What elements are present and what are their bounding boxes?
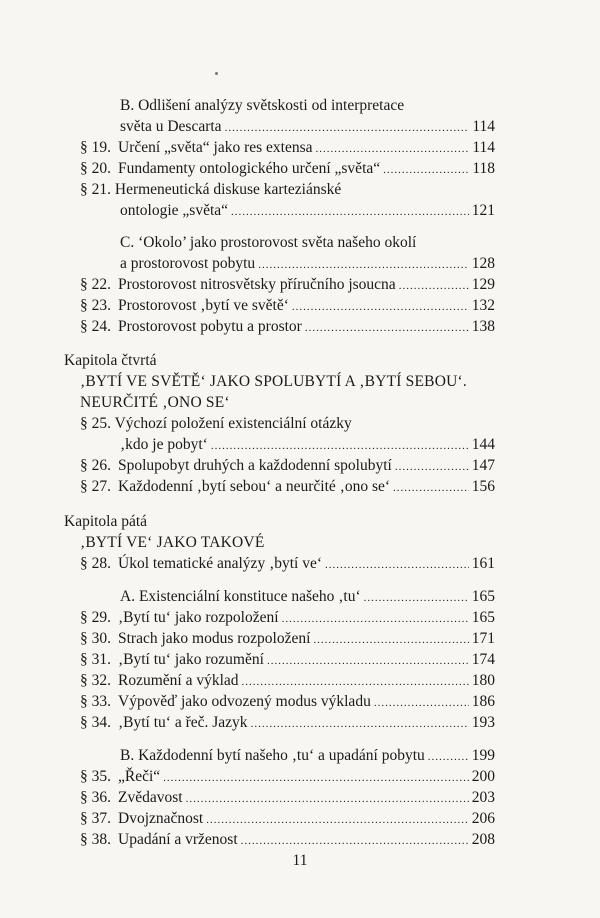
toc-entry[interactable] [80, 253, 495, 275]
dot-leader [305, 317, 469, 339]
entry-title: „Řeči“ [118, 768, 161, 785]
dot-leader [231, 201, 469, 223]
entry-title: Každodenní ‚bytí sebou‘ a neurčité ‚ono se‘ [118, 478, 391, 495]
dot-leader [206, 809, 469, 831]
toc-subheading-entry[interactable] [120, 745, 495, 767]
section-number: § 37. [80, 810, 111, 827]
entry-title: Dvojznačnost [118, 810, 204, 827]
page-number: 114 [472, 139, 495, 156]
entry-title: B. Každodenní bytí našeho ‚tu‘ a upadání pobytu [120, 747, 425, 764]
toc-entry[interactable] [80, 787, 495, 809]
dot-leader [313, 629, 468, 651]
toc-entry[interactable] [80, 455, 495, 477]
page-number: 147 [471, 457, 495, 474]
entry-title: Upadání a vrženost [118, 831, 238, 848]
dot-leader [393, 477, 469, 499]
toc-entry[interactable] [80, 274, 495, 296]
page-number: 208 [471, 831, 495, 848]
dot-leader [163, 767, 469, 789]
section-number: § 29. [80, 609, 111, 626]
page-number: 193 [471, 714, 495, 731]
toc-entry[interactable] [80, 712, 495, 734]
dot-leader [225, 117, 470, 139]
chapter-title: NEURČITÉ ‚ONO SE‘ [80, 394, 230, 411]
page-number: 171 [471, 630, 495, 647]
section-number: § 28. [80, 555, 111, 572]
page-folio: 11 [292, 852, 308, 869]
toc-entry[interactable] [80, 829, 495, 851]
entry-title: Výpověď jako odvozený modus výkladu [118, 693, 371, 710]
toc-entry[interactable] [80, 670, 495, 692]
print-speck [215, 72, 218, 75]
toc-entry[interactable] [80, 316, 495, 338]
dot-leader [258, 254, 469, 276]
toc-entry[interactable] [80, 553, 495, 575]
section-number: § 32. [80, 672, 111, 689]
page-number: 161 [471, 555, 495, 572]
page-number: 121 [471, 202, 495, 219]
page-number: 174 [471, 651, 495, 668]
page-number: 200 [471, 768, 495, 785]
entry-title: ‚Bytí tu‘ jako rozpoložení [118, 609, 279, 626]
dot-leader [395, 456, 469, 478]
page-number: 206 [471, 810, 495, 827]
toc-entry[interactable] [80, 158, 495, 180]
section-number: § 31. [80, 651, 111, 668]
page-number: 156 [471, 478, 495, 495]
section-number: § 24. [80, 318, 111, 335]
dot-leader [316, 138, 470, 160]
page-number: 165 [471, 588, 495, 605]
page-number: 132 [471, 297, 495, 314]
chapter-label: Kapitola pátá [64, 513, 148, 530]
toc-entry[interactable] [80, 808, 495, 830]
entry-title: ‚Bytí tu‘ a řeč. Jazyk [118, 714, 248, 731]
section-number: § 34. [80, 714, 111, 731]
entry-title: ontologie „světa“ [120, 202, 229, 219]
dot-leader [428, 746, 469, 768]
dot-leader [186, 788, 469, 810]
section-number: § 27. [80, 478, 111, 495]
toc-entry[interactable] [80, 766, 495, 788]
entry-title: světa u Descarta [120, 118, 222, 135]
section-number: § 22. [80, 276, 111, 293]
toc-entry[interactable] [80, 137, 495, 159]
toc-entry[interactable] [80, 434, 495, 456]
toc-subheading-entry[interactable] [120, 586, 495, 608]
page-number: 118 [472, 160, 495, 177]
page-number: 199 [471, 747, 495, 764]
dot-leader [374, 692, 469, 714]
dot-leader [282, 608, 469, 630]
toc-subheading: C. ‘Okolo’ jako prostorovost světa našeho okolí [120, 234, 417, 251]
chapter-title: ‚BYTÍ VE‘ JAKO TAKOVÉ [80, 534, 265, 551]
toc-entry[interactable] [80, 476, 495, 498]
dot-leader [241, 830, 469, 852]
section-number: § 26. [80, 457, 111, 474]
section-number: § 33. [80, 693, 111, 710]
entry-title: Prostorovost pobytu a prostor [118, 318, 302, 335]
dot-leader [292, 296, 469, 318]
toc-entry-line: § 25. Výchozí položení existenciální otázky [80, 415, 352, 432]
entry-title: Zvědavost [118, 789, 183, 806]
dot-leader [325, 554, 469, 576]
dot-leader [211, 435, 469, 457]
section-number: § 35. [80, 768, 111, 785]
entry-title: Úkol tematické analýzy ‚bytí ve‘ [118, 555, 323, 572]
toc-entry[interactable] [80, 628, 495, 650]
chapter-label: Kapitola čtvrtá [64, 352, 157, 369]
dot-leader [251, 713, 469, 735]
section-number: § 30. [80, 630, 111, 647]
toc-entry[interactable] [80, 200, 495, 222]
entry-title: ‚Bytí tu‘ jako rozumění [118, 651, 264, 668]
section-number: § 23. [80, 297, 111, 314]
entry-title: Spolupobyt druhých a každodenní spolubytí [118, 457, 392, 474]
toc-entry[interactable] [80, 691, 495, 713]
page-number: 203 [471, 789, 495, 806]
section-number: § 20. [80, 160, 111, 177]
entry-title: Prostorovost nitrosvětsky příručního jsoucna [118, 276, 396, 293]
page-number: 144 [471, 436, 495, 453]
section-number: § 38. [80, 831, 111, 848]
entry-title: Rozumění a výklad [118, 672, 239, 689]
entry-title: A. Existenciální konstituce našeho ‚tu‘ [120, 588, 361, 605]
toc-entry[interactable] [80, 607, 495, 629]
entry-title: ‚kdo je pobyt‘ [120, 436, 208, 453]
entry-title: Fundamenty ontologického určení „světa“ [118, 160, 381, 177]
chapter-title: ‚BYTÍ VE SVĚTĚ‘ JAKO SPOLUBYTÍ A ‚BYTÍ SEBOU‘. [80, 373, 467, 390]
toc-entry-line: § 21. Hermeneutická diskuse karteziánské [80, 181, 342, 198]
page-number: 165 [471, 609, 495, 626]
page-number: 129 [471, 276, 495, 293]
entry-title: a prostorovost pobytu [120, 255, 256, 272]
entry-title: Určení „světa“ jako res extensa [118, 139, 313, 156]
page-number: 128 [471, 255, 495, 272]
page-number: 186 [471, 693, 495, 710]
page-number: 114 [472, 118, 495, 135]
toc-entry[interactable] [80, 649, 495, 671]
dot-leader [242, 671, 469, 693]
toc-entry[interactable] [80, 116, 495, 138]
dot-leader [364, 587, 469, 609]
section-number: § 19. [80, 139, 111, 156]
page-number: 180 [471, 672, 495, 689]
section-number: § 36. [80, 789, 111, 806]
dot-leader [399, 275, 469, 297]
dot-leader [383, 159, 469, 181]
dot-leader [267, 650, 469, 672]
toc-subheading: B. Odlišení analýzy světskosti od interpretace [120, 97, 405, 114]
page-number: 138 [471, 318, 495, 335]
toc-entry[interactable] [80, 295, 495, 317]
entry-title: Strach jako modus rozpoložení [118, 630, 311, 647]
entry-title: Prostorovost ‚bytí ve světě‘ [118, 297, 289, 314]
